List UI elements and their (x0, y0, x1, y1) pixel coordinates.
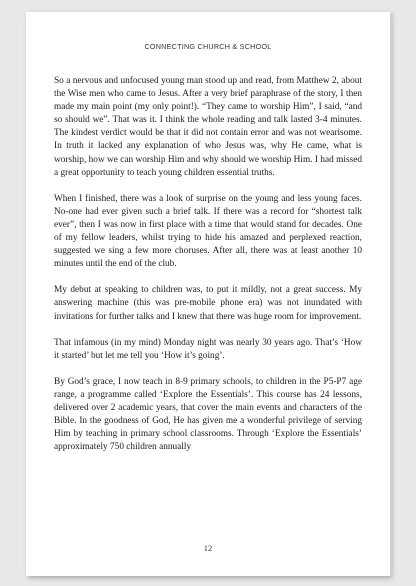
paragraph: That infamous (in my mind) Monday night was nearly 30 years ago. That’s ‘How it started’ but let me tell you ‘How it’s going’. (54, 337, 362, 361)
paragraph: My debut at speaking to children was, to put it mildly, not a great success. My answering machine (this was pre-mobile phone era) was not inundated with invitations for further talks and I knew that there was huge room for improvement. (54, 285, 362, 322)
paragraph: So a nervous and unfocused young man stood up and read, from Matthew 2, about the Wise men who came to Jesus. After a very brief paraphrase of the story, I then made my main point (my only point!). “They came to worship Him”, I said, “and so should we”. That was it. I think the whole reading and talk lasted 3-4 minutes. The kindest verdict would be that it did not contain error and was not wearisome. In truth it lacked any explanation of who Jesus was, why He came, what is worship, how we can worship Him and why should we worship Him. I had missed a great opportunity to teach young children essential truths. (54, 76, 362, 178)
book-page (26, 12, 390, 576)
body-text (54, 75, 362, 454)
paragraph: By God’s grace, I now teach in 8-9 primary schools, to children in the P5-P7 age range, a programme called ‘Explore the Essentials’. This course has 24 lessons, delivered over 2 academic years, that cover the main events and characters of the Bible. In the goodness of God, He has given me a wonderful privilege of serving Him by teaching in primary school classrooms. Through ‘Explore the Essentials’ approximately 750 children annually (54, 376, 362, 453)
paragraph: When I finished, there was a look of surprise on the young and less young faces. No-one had ever given such a brief talk. If there was a record for “shortest talk ever”, then I was now in first place with a time that would stand for decades. One of my fellow leaders, whilst trying to hide his amazed and perplexed reaction, suggested we sing a few more choruses. After all, there was at least another 10 minutes until the end of the club. (54, 193, 362, 270)
page-number: 12 (203, 543, 213, 553)
page-edge (390, 15, 393, 576)
running-header: CONNECTING CHURCH & SCHOOL (144, 42, 272, 51)
